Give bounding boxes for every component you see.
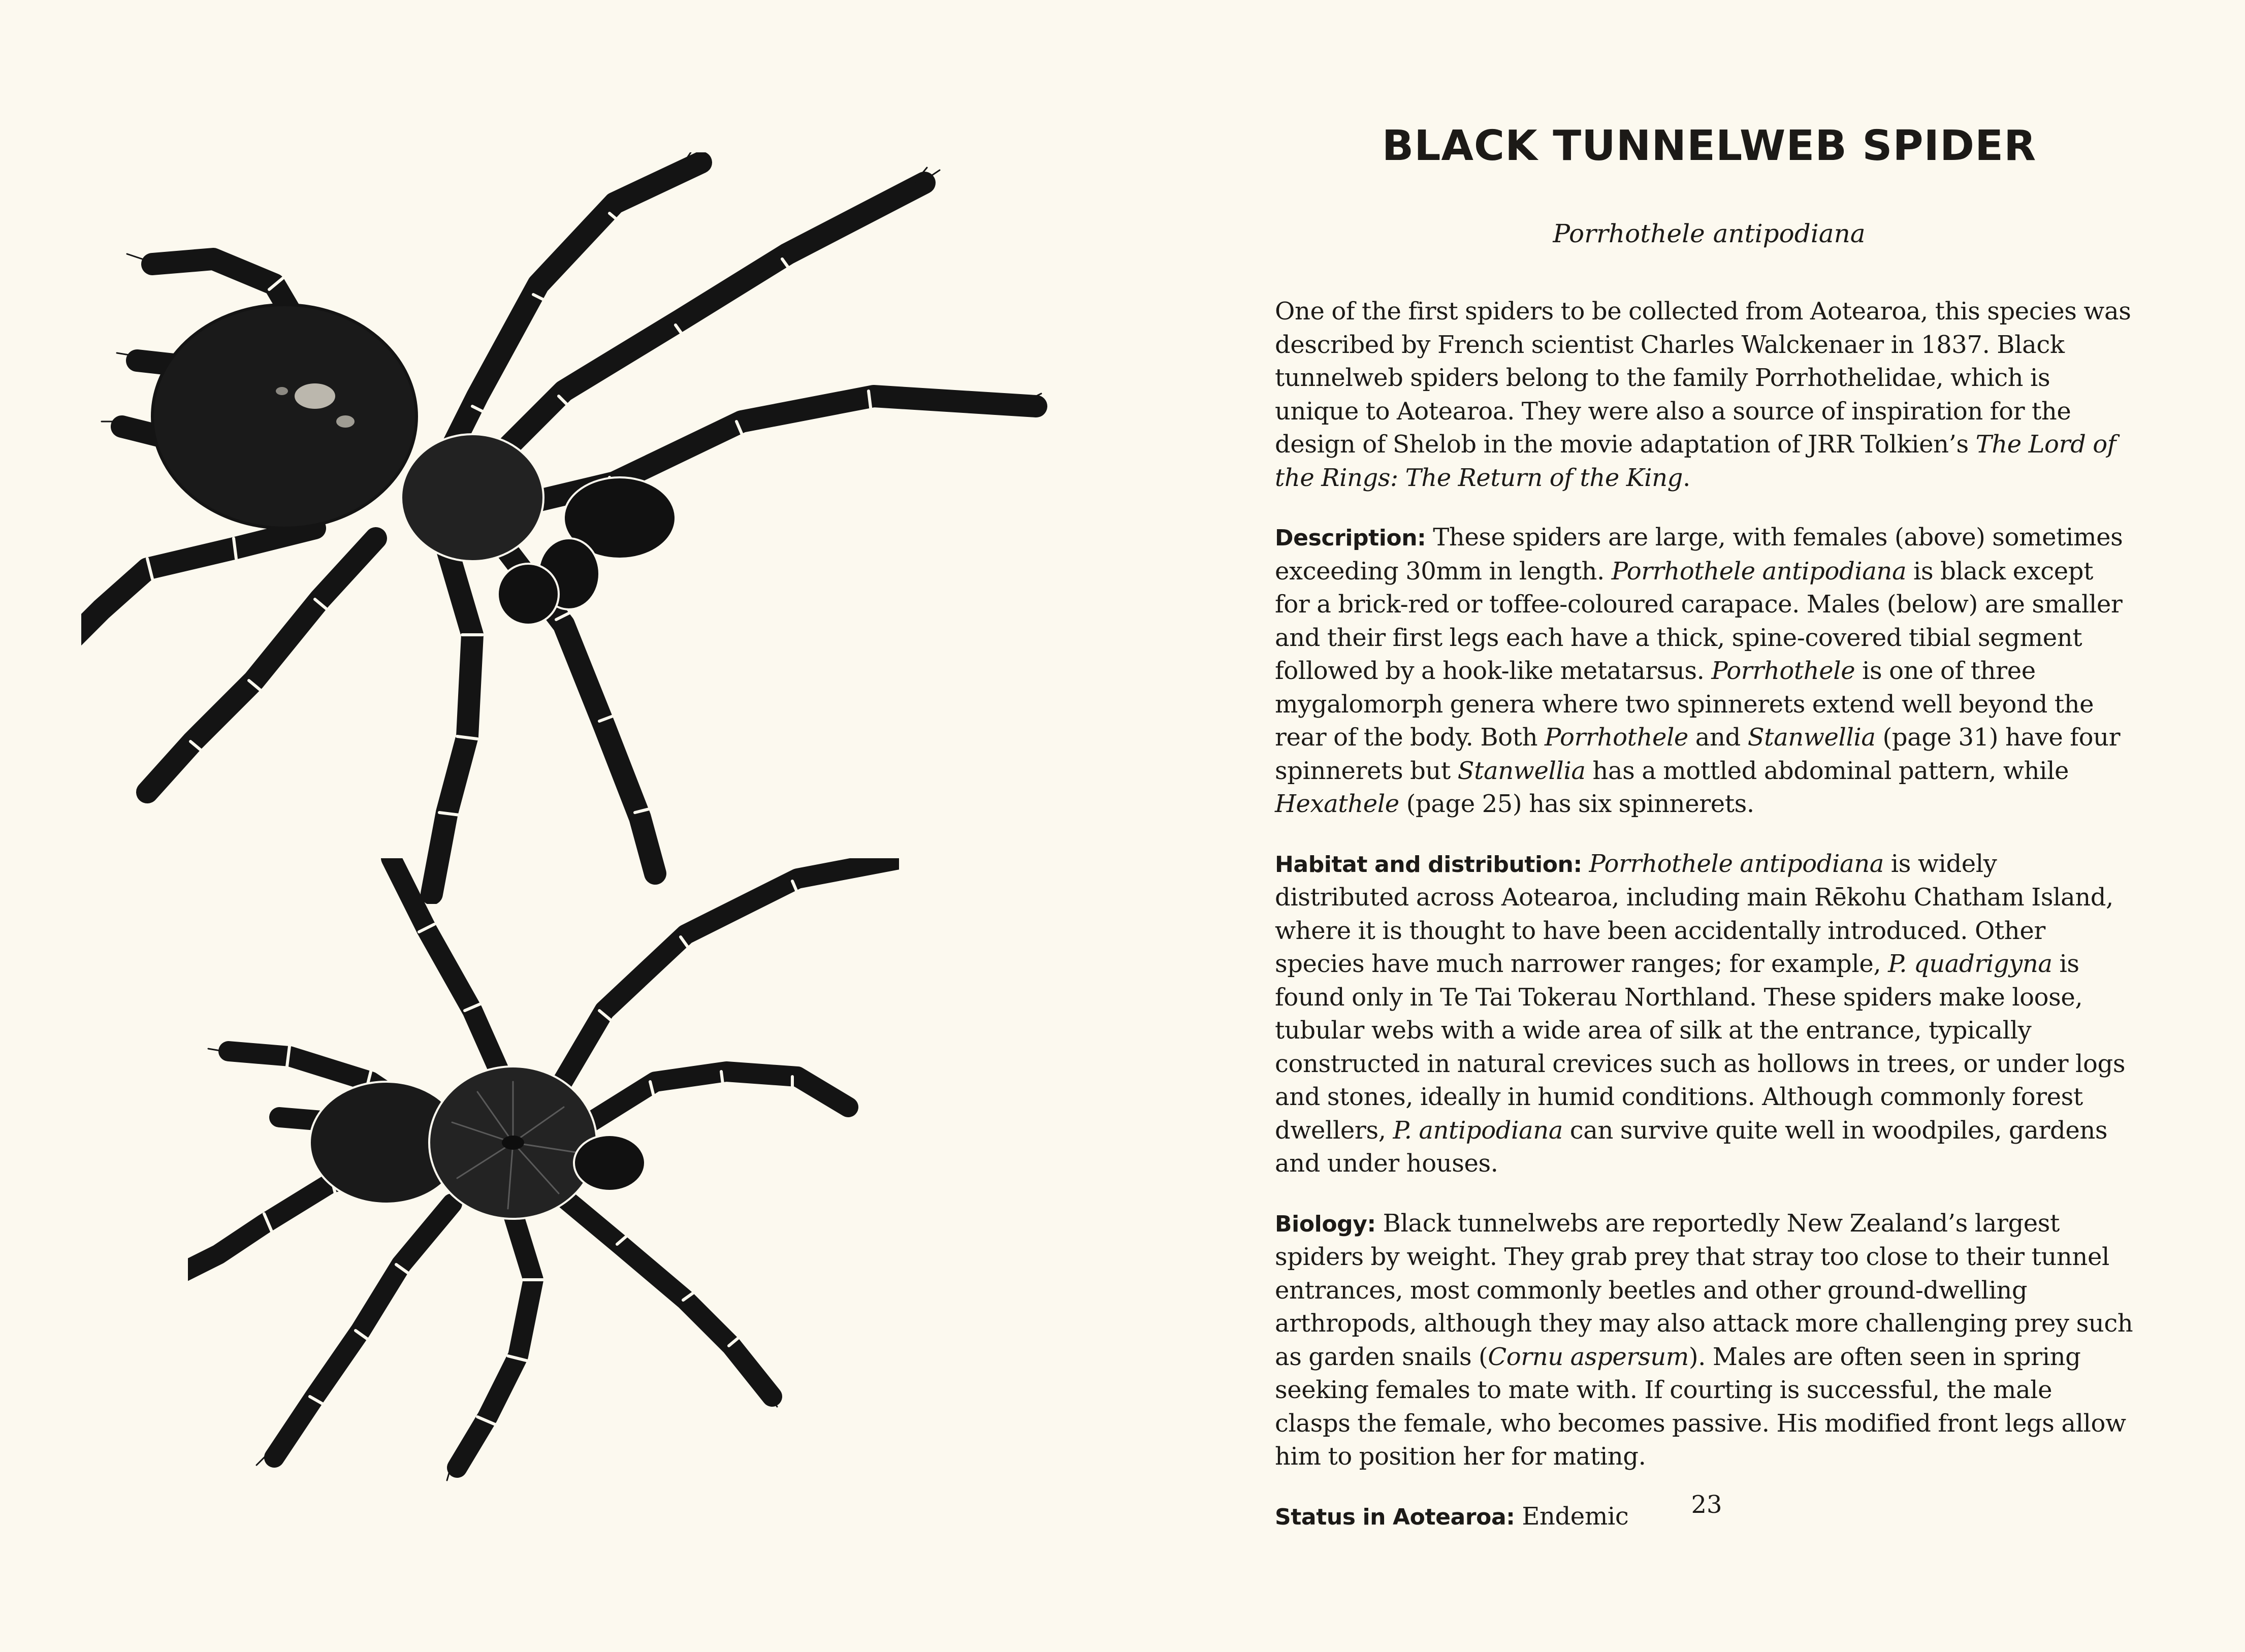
page-title: BLACK TUNNELWEB SPIDER: [1382, 122, 2037, 170]
text-page: [1275, 122, 2133, 1560]
biology-paragraph: Biology: Black tunnelwebs are reportedly New Zealand’s largest spiders by weight. They grab prey that stray too close to their tunnel entrances, most commonly beetles and other ground-dwelling arthropods, although they may also attack more challenging prey such as garden snails (Cornu aspersum). Males are often seen in spring seeking females to mate with. If courting is successful, the male clasps the female, who becomes passive. His modified front legs allow him to position her for mating.: [1275, 1209, 2133, 1471]
carapace: [401, 434, 543, 561]
status-label: Status in Aotearoa:: [1275, 1504, 1515, 1530]
habitat-label: Habitat and distribution:: [1275, 851, 1582, 878]
chelicerae: [574, 1135, 645, 1191]
abdomen: [152, 305, 416, 528]
female-spider-illustration: [81, 152, 1056, 904]
male-spider-illustration: [188, 858, 899, 1483]
description-paragraph: Description: These spiders are large, with females (above) sometimes exceeding 30mm in length. Porrhothele antipodiana is black except for a brick-red or toffee-coloured carapace. Males (below) are smaller and their first legs each have a thick, spine-covered tibial segment followed by a hook-like metatarsus. Porrhothele is one of three mygalomorph genera where two spinnerets extend well beyond the rear of the body. Both Porrhothele and Stanwellia (page 31) have four spinnerets but Stanwellia has a mottled abdominal pattern, while Hexathele (page 25) has six spinnerets.: [1275, 523, 2123, 818]
scientific-name: Porrhothele antipodiana: [1553, 219, 1866, 248]
biology-label: Biology:: [1275, 1211, 1376, 1237]
status-value: Endemic: [1515, 1502, 1629, 1531]
habitat-paragraph: Habitat and distribution: Porrhothele antipodiana is widely distributed across Aotearoa, including main Rēkohu Chatham Island, where it is thought to have been accidentally introduced. Other species have much narrower ranges; for example, P. quadrigyna is found only in Te Tai Tokerau Northland. These spiders make loose, tubular webs with a wide area of silk at the entrance, typically constructed in natural crevices such as hollows in trees, or under logs and stones, ideally in humid conditions. Although commonly forest dwellers, P. antipodiana can survive quite well in woodpiles, gardens and under houses.: [1275, 849, 2126, 1178]
intro-paragraph: One of the first spiders to be collected from Aotearoa, this species was described by French scientist Charles Walckenaer in 1837. Black tunnelweb spiders belong to the family Porrhothelidae, which is unique to Aotearoa. They were also a source of inspiration for the design of Shelob in the movie adaptation of JRR Tolkien’s The Lord of the Rings: The Return of the King.: [1275, 297, 2131, 492]
page-number: 23: [1691, 1491, 1722, 1519]
description-label: Description:: [1275, 525, 1426, 551]
spider-leg: [81, 163, 1036, 894]
